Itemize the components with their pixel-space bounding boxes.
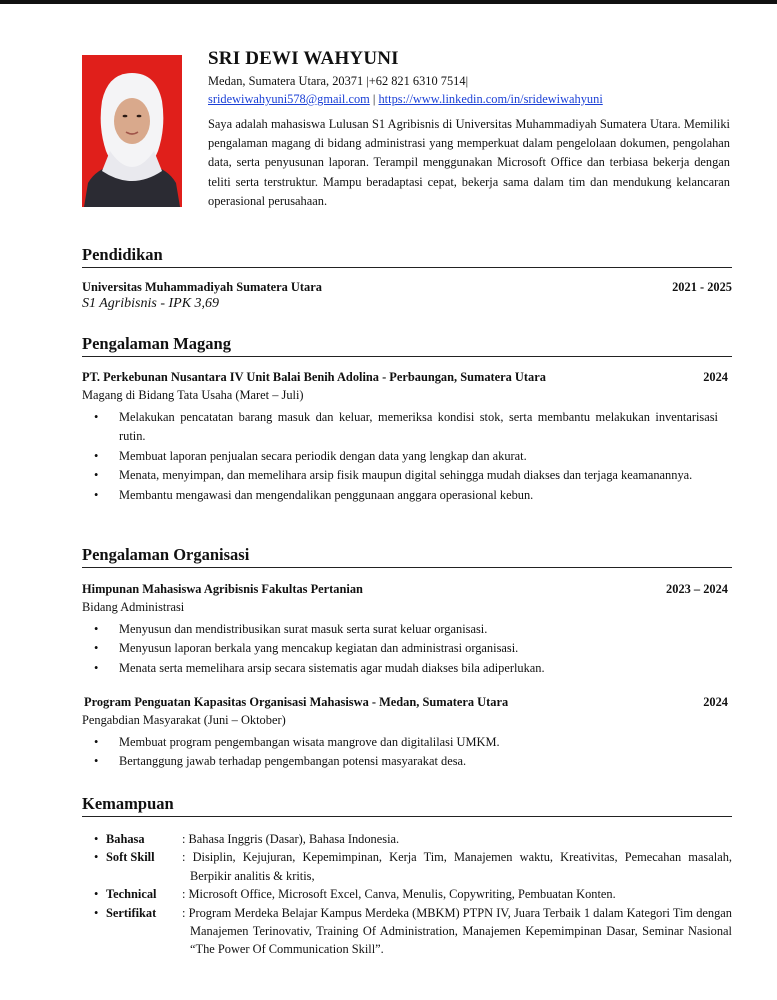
bullet-icon: • [94, 754, 99, 769]
section-title-skills: Kemampuan [82, 794, 732, 817]
organization-2-role: Pengabdian Masyarakat (Juni – Oktober) [82, 713, 286, 727]
candidate-name: SRI DEWI WAHYUNI [208, 48, 399, 69]
list-item: • Bertanggung jawab terhadap pengembangan potensi masyarakat desa. [82, 752, 718, 771]
skill-key: Technical [106, 887, 157, 902]
contact-separator: | [369, 92, 379, 106]
internship-year: 2024 [703, 370, 728, 384]
person-avatar-icon [82, 55, 182, 207]
organization-1-name: Himpunan Mahasiswa Agribisnis Fakultas Pertanian [82, 582, 363, 596]
bullet-icon: • [94, 641, 99, 656]
list-item: • Membuat program pengembangan wisata mangrove dan digitalilasi UMKM. [82, 733, 718, 752]
organization-2-years: 2024 [703, 695, 728, 709]
organization-entry-1 [82, 582, 732, 597]
list-item: • Membuat laporan penjualan secara periodik dengan data yang lengkap dan akurat. [82, 447, 718, 466]
bullet-icon: • [94, 410, 99, 424]
bullet-icon: • [94, 905, 99, 920]
skill-row-bahasa [82, 830, 732, 848]
profile-photo [82, 55, 182, 207]
skill-row-sertifikat [82, 904, 732, 959]
list-item: • Menata, menyimpan, dan memelihara arsip fisik maupun digital sehingga mudah diakses dan terjaga keamanannya. [82, 466, 718, 485]
organization-2-duties [82, 733, 718, 772]
section-title-organization: Pengalaman Organisasi [82, 545, 732, 568]
skill-row-soft-skill [82, 848, 732, 885]
bullet-icon: • [94, 487, 99, 502]
skill-value: : Disiplin, Kejujuran, Kepemimpinan, Kerja Tim, Manajemen waktu, Kreativitas, Pemecahan masalah, Berpikir analitis & kritis, [182, 850, 732, 883]
bullet-icon: • [94, 468, 99, 483]
section-title-internship: Pengalaman Magang [82, 334, 732, 357]
contact-block [208, 72, 603, 108]
list-item: • Membantu mengawasi dan mengendalikan penggunaan anggara operasional kebun. [82, 486, 718, 505]
organization-1-years: 2023 – 2024 [666, 582, 728, 596]
bullet-icon: • [94, 850, 99, 865]
linkedin-link[interactable]: https://www.linkedin.com/in/sridewiwahyuni [378, 92, 603, 106]
education-degree: S1 Agribisnis - IPK 3,69 [82, 296, 220, 311]
education-entry [82, 280, 732, 295]
skill-key: Bahasa [106, 832, 145, 846]
email-link[interactable]: sridewiwahyuni578@gmail.com [208, 92, 370, 106]
internship-duties [82, 408, 718, 505]
skill-value: : Microsoft Office, Microsoft Excel, Canva, Menulis, Copywriting, Pembuatan Konten. [182, 887, 616, 902]
skill-value: : Program Merdeka Belajar Kampus Merdeka (MBKM) PTPN IV, Juara Terbaik 1 dalam Kategori Tim dengan Manajemen Terinovativ, Training Of Administration, Manajemen Kepemimpinan Dasar, Seminar Nasional “The Power Of Communication Skill”. [182, 905, 732, 957]
list-item: • Menata serta memelihara arsip secara sistematis agar mudah diakses bila adiperlukan. [82, 659, 718, 678]
list-item: • Menyusun dan mendistribusikan surat masuk serta surat keluar organisasi. [82, 620, 718, 639]
skill-key: Sertifikat [106, 905, 157, 920]
list-item: • Melakukan pencatatan barang masuk dan keluar, memeriksa kondisi stok, serta membantu melakukan inventarisasi rutin. [94, 410, 718, 444]
bullet-icon: • [94, 887, 99, 902]
organization-entry-2 [84, 695, 734, 710]
bullet-icon: • [94, 660, 99, 675]
profile-summary: Saya adalah mahasiswa Lulusan S1 Agribisnis di Universitas Muhammadiyah Sumatera Utara. Memiliki pengalaman magang di bidang administrasi yang memperkuat dalam pengelolaan dokumen, pengolahan data, serta penyusunan laporan. Terampil menggunakan Microsoft Office dan terbiasa bekerja dengan teliti serta terstruktur. Mampu beradaptasi cepat, bekerja sama dalam tim dan mendukung kelancaran operasional perusahaan. [208, 117, 730, 208]
organization-2-name: Program Penguatan Kapasitas Organisasi Mahasiswa - Medan, Sumatera Utara [84, 695, 509, 709]
section-title-education: Pendidikan [82, 245, 732, 268]
bullet-icon: • [94, 622, 99, 636]
bullet-icon: • [94, 448, 99, 463]
bullet-icon: • [94, 735, 99, 749]
contact-address-phone: Medan, Sumatera Utara, 20371 |+62 821 6310 7514| [208, 74, 469, 88]
organization-1-duties [82, 620, 718, 678]
contact-links [208, 90, 603, 108]
skill-row-technical [82, 885, 732, 903]
list-item: • Menyusun laporan berkala yang mencakup kegiatan dan administrasi organisasi. [82, 639, 718, 658]
organization-1-role: Bidang Administrasi [82, 600, 185, 614]
skill-value: : Bahasa Inggris (Dasar), Bahasa Indonesia. [182, 832, 400, 846]
education-years: 2021 - 2025 [672, 280, 732, 294]
internship-entry [82, 370, 732, 385]
internship-role: Magang di Bidang Tata Usaha (Maret – Juli) [82, 388, 304, 402]
skill-key: Soft Skill [106, 850, 155, 865]
skills-list [82, 830, 732, 959]
education-school: Universitas Muhammadiyah Sumatera Utara [82, 280, 322, 294]
bullet-icon: • [94, 832, 99, 846]
internship-org: PT. Perkebunan Nusantara IV Unit Balai Benih Adolina - Perbaungan, Sumatera Utara [82, 370, 546, 384]
